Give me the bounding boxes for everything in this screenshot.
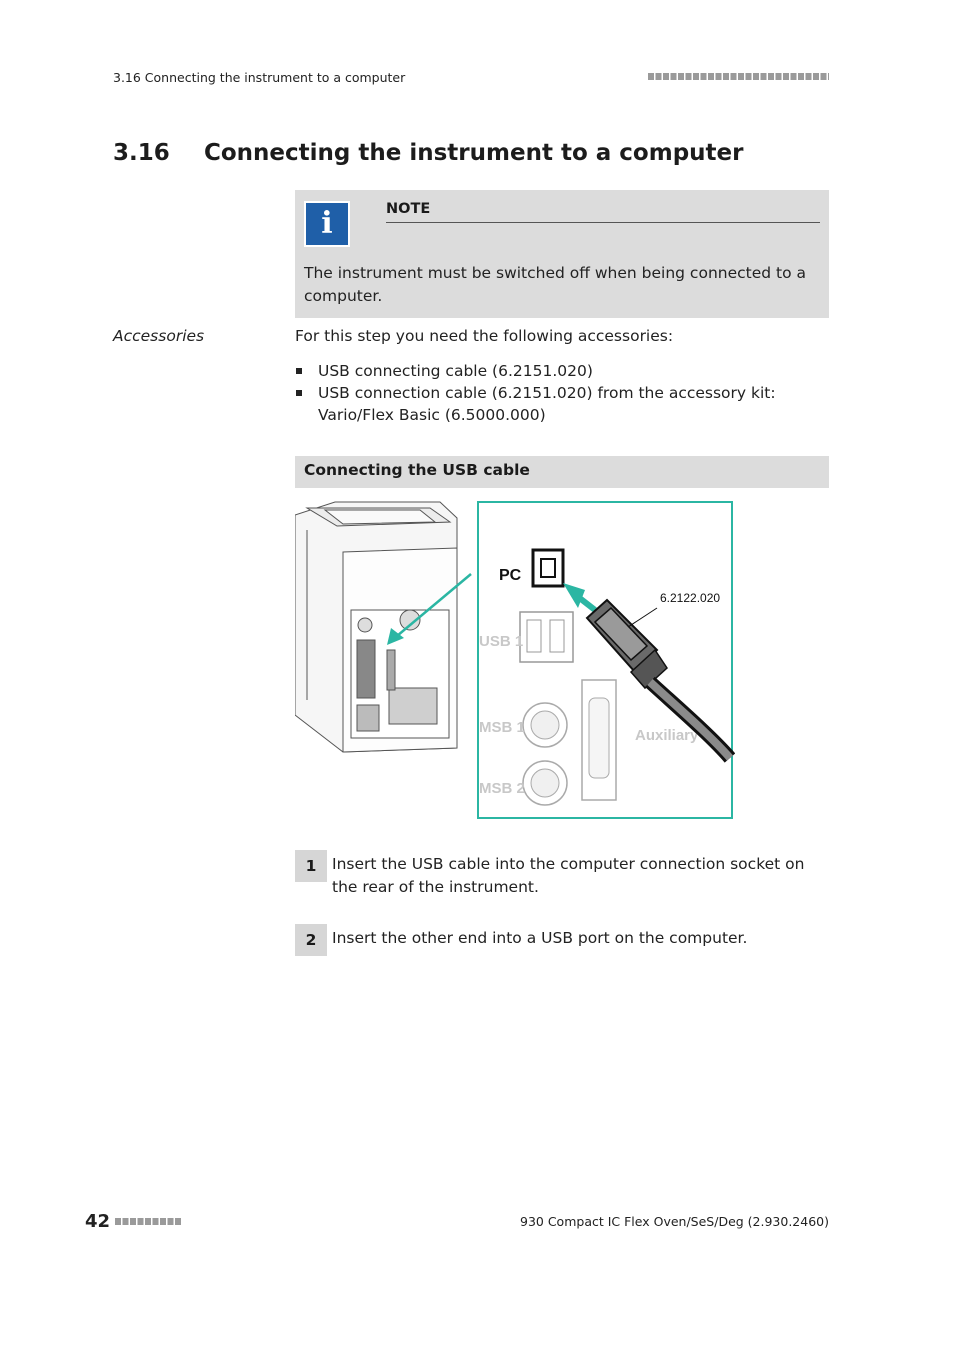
- note-text: The instrument must be switched off when being connected to a computer.: [304, 264, 807, 305]
- cable-part-label: 6.2122.020: [660, 591, 721, 605]
- page-title: [113, 140, 743, 166]
- step-number: 2: [295, 924, 327, 956]
- list-item: USB connection cable (6.2151.020) from the accessory kit: Vario/Flex Basic (6.5000.000): [295, 382, 829, 426]
- msb1-label: MSB 1: [479, 719, 525, 736]
- pc-label: PC: [499, 567, 522, 584]
- step-text: Insert the USB cable into the computer connection socket on the rear of the instrument.: [332, 855, 805, 896]
- section-number: 3.16: [113, 140, 170, 166]
- footer-decoration: [115, 1218, 182, 1225]
- document-title: 930 Compact IC Flex Oven/SeS/Deg (2.930.2460): [520, 1214, 829, 1229]
- page-number: 42: [85, 1211, 111, 1232]
- section-heading: Connecting the USB cable: [304, 461, 530, 479]
- accessories-intro: For this step you need the following accessories:: [295, 327, 674, 345]
- step-number: 1: [295, 850, 327, 882]
- auxiliary-label: Auxiliary: [635, 727, 699, 744]
- list-item: USB connecting cable (6.2151.020): [295, 360, 829, 382]
- accessories-list: [295, 360, 829, 426]
- note-divider: [386, 222, 820, 223]
- accessories-label: Accessories: [113, 327, 205, 345]
- step-text: Insert the other end into a USB port on the computer.: [332, 929, 748, 947]
- section-title: Connecting the instrument to a computer: [204, 140, 744, 166]
- header-decoration: [648, 73, 829, 80]
- usb1-label: USB 1: [479, 633, 524, 650]
- instrument-drawing: [295, 502, 457, 752]
- usb-connection-figure: [295, 500, 735, 822]
- info-icon: i: [304, 201, 350, 247]
- running-header: 3.16 Connecting the instrument to a computer: [113, 70, 406, 85]
- note-title: NOTE: [386, 201, 431, 217]
- msb2-label: MSB 2: [479, 780, 525, 797]
